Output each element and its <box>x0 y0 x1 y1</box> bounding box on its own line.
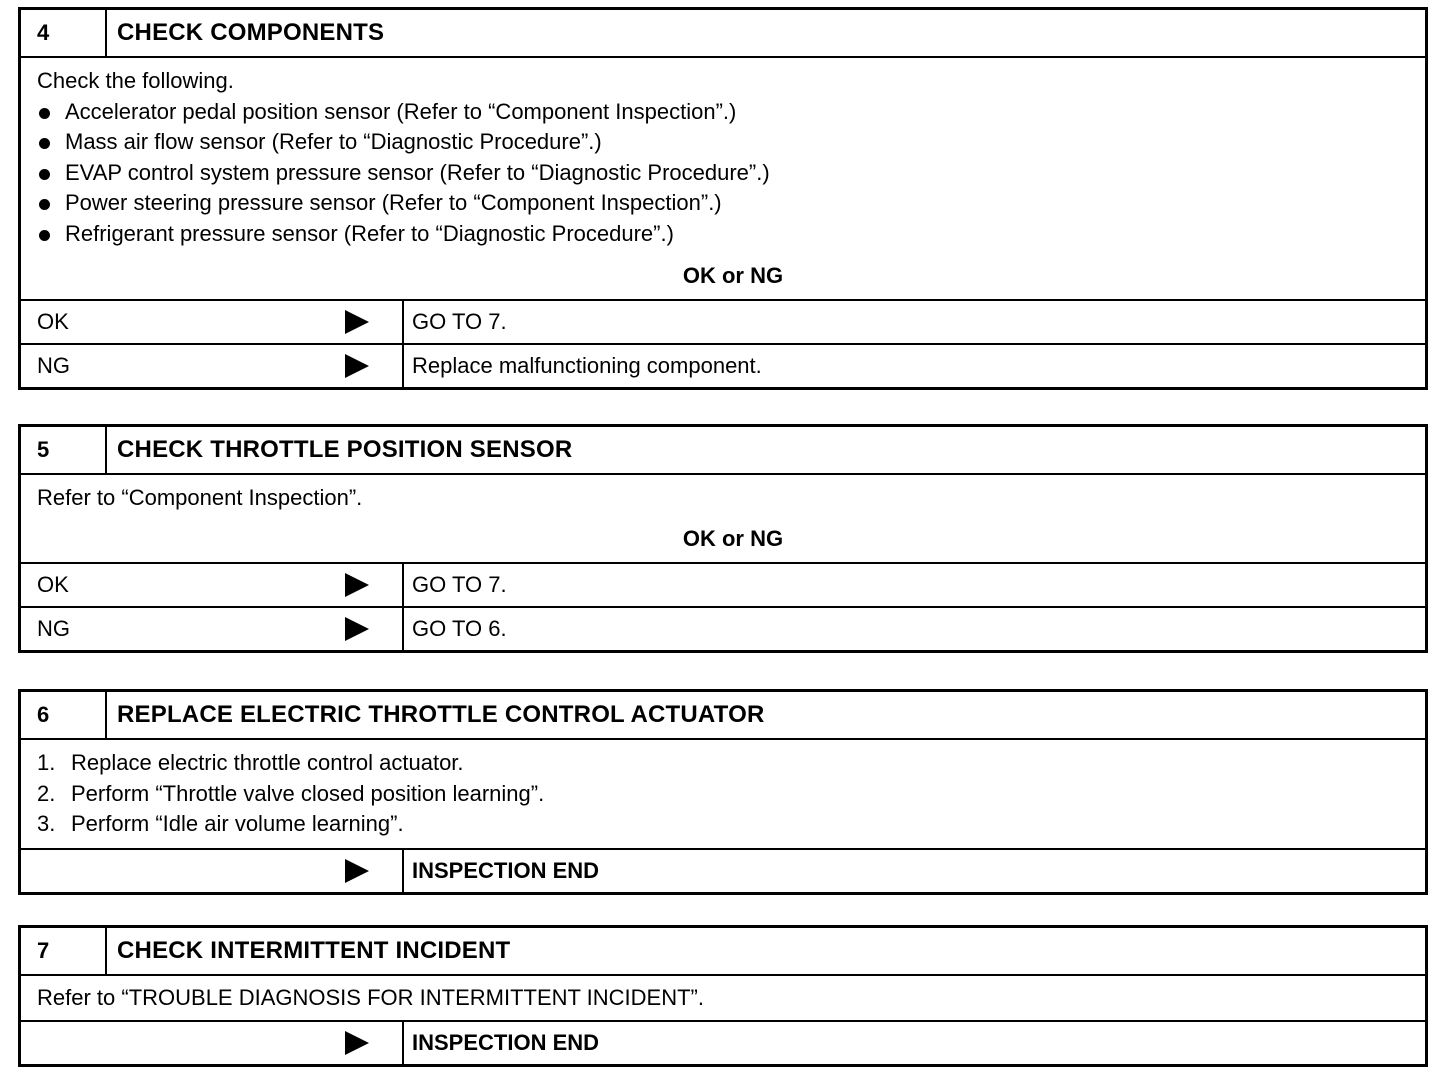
list-item-text: Perform “Idle air volume learning”. <box>71 811 404 836</box>
arrow-right-icon <box>345 859 369 883</box>
list-item-text: Perform “Throttle valve closed position learning”. <box>71 780 545 806</box>
result-label <box>21 608 404 650</box>
result-row <box>21 848 1425 892</box>
arrow-right-icon <box>345 1031 369 1055</box>
step-title: CHECK THROTTLE POSITION SENSOR <box>117 436 573 463</box>
step-7-table <box>18 925 1428 1067</box>
result-label-text: OK <box>37 571 69 597</box>
result-label-text: NG <box>37 615 70 641</box>
step-title: CHECK COMPONENTS <box>117 19 385 46</box>
result-action: Replace malfunctioning component. <box>412 353 762 378</box>
step-body <box>21 56 1425 299</box>
step-number: 6 <box>21 692 107 738</box>
numbered-list <box>37 748 1409 840</box>
result-label-text: NG <box>37 353 70 378</box>
result-row <box>21 606 1425 650</box>
list-item-number: 1. <box>37 750 56 775</box>
list-item: EVAP control system pressure sensor (Refer to “Diagnostic Procedure”.) <box>37 158 1409 189</box>
step-body <box>21 738 1425 848</box>
step-title: CHECK INTERMITTENT INCIDENT <box>117 937 511 964</box>
ok-or-ng-label: OK or NG <box>682 263 784 288</box>
step-header <box>21 427 1425 473</box>
result-action: GO TO 7. <box>412 309 507 334</box>
step-number: 4 <box>21 10 107 56</box>
step-6-table <box>18 689 1428 895</box>
list-item <box>37 748 1409 779</box>
step-4-table <box>18 7 1428 390</box>
result-row <box>21 299 1425 343</box>
arrow-right-icon <box>345 617 369 641</box>
list-item: Mass air flow sensor (Refer to “Diagnostic Procedure”.) <box>37 127 1409 158</box>
result-label <box>21 1022 404 1064</box>
result-row <box>21 1020 1425 1064</box>
result-row <box>21 343 1425 387</box>
ok-or-ng-label: OK or NG <box>682 525 784 551</box>
step-number: 7 <box>21 928 107 974</box>
step-intro: Check the following. <box>37 68 234 93</box>
list-item-text: Replace electric throttle control actuator. <box>71 750 464 775</box>
list-item: Power steering pressure sensor (Refer to “Component Inspection”.) <box>37 188 1409 219</box>
arrow-right-icon <box>345 573 369 597</box>
step-body <box>21 473 1425 562</box>
step-number: 5 <box>21 427 107 473</box>
result-label <box>21 850 404 892</box>
list-item: Accelerator pedal position sensor (Refer to “Component Inspection”.) <box>37 97 1409 128</box>
result-action: GO TO 7. <box>412 571 507 597</box>
result-label <box>21 345 404 387</box>
result-label-text: OK <box>37 309 69 334</box>
result-label <box>21 301 404 343</box>
step-5-table <box>18 424 1428 653</box>
arrow-right-icon <box>345 310 369 334</box>
list-item <box>37 809 1409 840</box>
list-item: Refrigerant pressure sensor (Refer to “Diagnostic Procedure”.) <box>37 219 1409 250</box>
list-item-number: 2. <box>37 780 56 806</box>
list-item <box>37 779 1409 810</box>
list-item-number: 3. <box>37 811 56 836</box>
result-action: GO TO 6. <box>412 615 507 641</box>
bullet-list <box>37 97 1409 250</box>
step-header <box>21 10 1425 56</box>
step-intro: Refer to “TROUBLE DIAGNOSIS FOR INTERMITTENT INCIDENT”. <box>37 985 704 1010</box>
step-title: REPLACE ELECTRIC THROTTLE CONTROL ACTUATOR <box>117 701 765 728</box>
step-header <box>21 692 1425 738</box>
result-label <box>21 564 404 606</box>
step-body <box>21 974 1425 1020</box>
arrow-right-icon <box>345 354 369 378</box>
step-intro: Refer to “Component Inspection”. <box>37 485 363 510</box>
result-row <box>21 562 1425 606</box>
result-action: INSPECTION END <box>412 857 600 883</box>
result-action: INSPECTION END <box>412 1029 600 1055</box>
step-header <box>21 928 1425 974</box>
